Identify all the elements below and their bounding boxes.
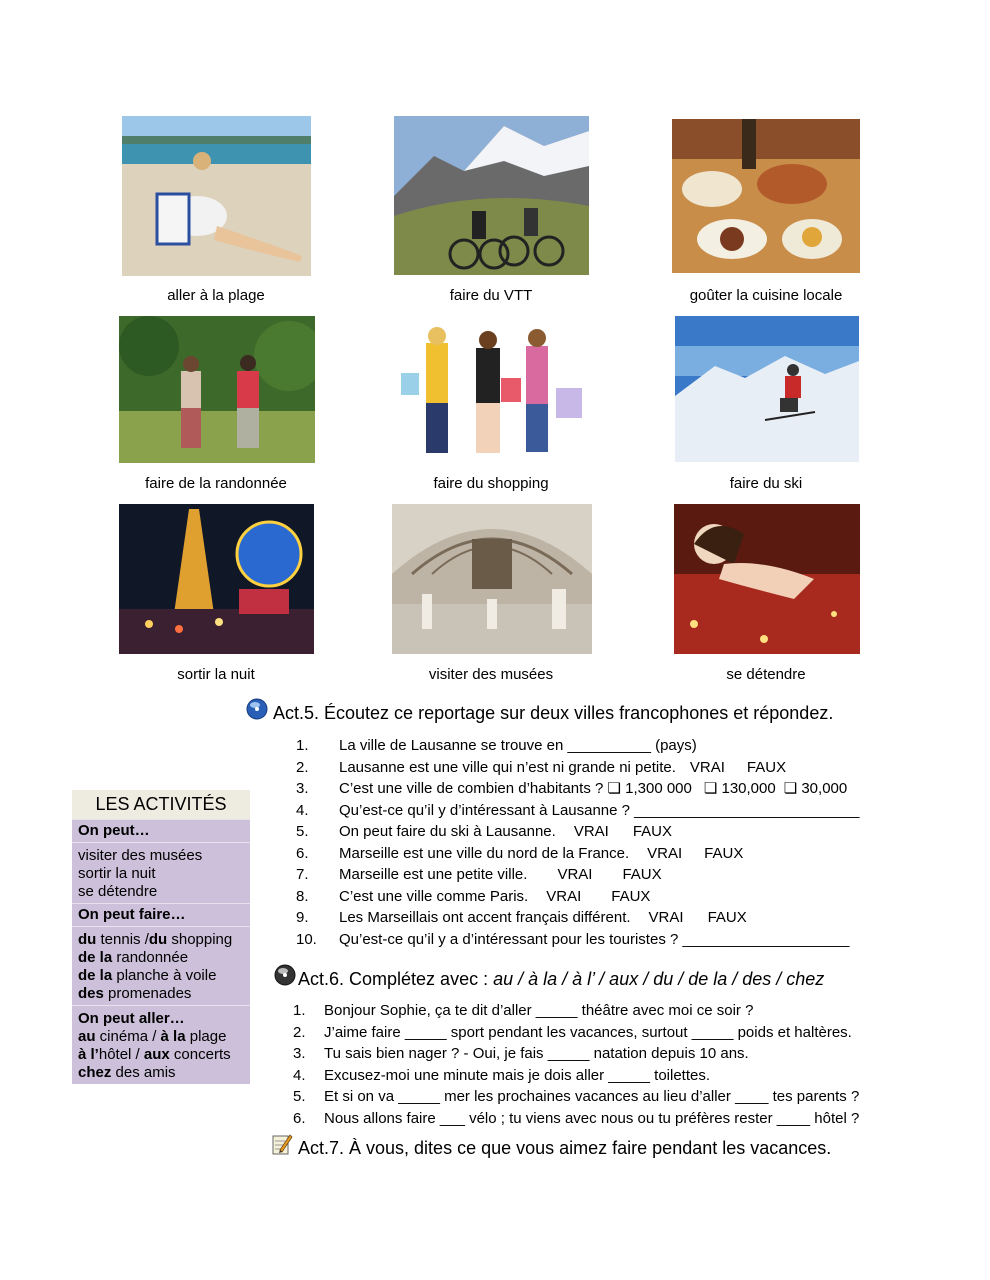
act5-question-list [296,735,916,950]
sidebar-item: de la planche à voile [78,967,217,984]
sidebar-item: sortir la nuit [78,865,156,882]
list-item: 1. Bonjour Sophie, ça te dit d’aller _____ théâtre avec moi ce soir ? [293,1002,754,1019]
ski-photo [675,316,859,462]
list-item: 2. Lausanne est une ville qui n’est ni grande ni petite. VRAI FAUX [296,758,787,776]
activity-caption-cuisine: goûter la cuisine locale [689,287,843,304]
activity-caption-mountain-bike: faire du VTT [449,287,533,304]
sidebar-item: du tennis /du shopping [78,931,233,948]
sidebar-group [72,842,250,903]
activity-caption-hiking: faire de la randonnée [145,475,287,492]
list-item: 4. Excusez-moi une minute mais je dois aller _____ toilettes. [293,1066,711,1084]
sidebar-heading: On peut… [72,819,250,842]
sidebar-item: chez des amis [78,1064,176,1081]
activity-caption-beach: aller à la plage [167,287,265,304]
act6-options: au / à la / à l’ / aux / du / de la / des / chez [493,969,825,989]
sidebar-item: des promenades [78,985,192,1002]
list-item: 3. Tu sais bien nager ? - Oui, je fais _____ natation depuis 10 ans. [293,1045,749,1062]
act6-title: Act.6. Complétez avec : au / à la / à l’ / aux / du / de la / des / chez [298,969,825,989]
relax-spa-photo [674,504,860,654]
checkbox-icon: ❏ [607,780,621,797]
sidebar-heading: On peut faire… [72,903,250,926]
list-item: 4. Qu’est-ce qu’il y d’intéressant à Lausanne ? ___________________________ [296,801,860,819]
activity-caption-nightlife: sortir la nuit [177,666,255,683]
museum-photo [392,504,592,654]
activity-caption-relax: se détendre [726,666,806,683]
speech-cd-icon [274,964,296,986]
activity-caption-ski: faire du ski [729,475,803,492]
sidebar-item: de la randonnée [78,949,189,966]
true-option: VRAI [689,758,725,776]
headphones-cd-icon [246,698,268,720]
list-item: 6. Marseille est une ville du nord de la France. VRAI FAUX [296,844,744,862]
sidebar-item: visiter des musées [78,847,203,864]
act6-question-list [293,1000,913,1129]
sidebar-heading: On peut aller… [78,1010,185,1027]
checkbox-icon: ❏ [783,780,798,797]
list-item: 7. Marseille est une petite ville. VRAI FAUX [296,866,662,883]
act5-title: Act.5. Écoutez ce reportage sur deux villes francophones et répondez. [273,703,834,723]
sidebar-item: au cinéma / à la plage [78,1028,227,1045]
hiking-photo [119,316,315,463]
list-item: 2. J’aime faire _____ sport pendant les vacances, surtout _____ poids et haltères. [293,1023,852,1041]
list-item: 8. C’est une ville comme Paris. VRAI FAUX [296,887,651,905]
activity-caption-shopping: faire du shopping [433,475,549,492]
list-item: 5. On peut faire du ski à Lausanne. VRAI FAUX [296,823,673,840]
mountain-bike-photo [394,116,589,275]
list-item: 9. Les Marseillais ont accent français différent. VRAI FAUX [296,909,747,926]
sidebar-item: à l’hôtel / aux concerts [78,1046,231,1063]
list-item: 5. Et si on va _____ mer les prochaines vacances au lieu d’aller ____ tes parents ? [293,1088,860,1105]
checkbox-icon: ❏ [703,780,718,797]
sidebar-title: LES ACTIVITÉS [72,790,250,819]
list-item: 3. C’est une ville de combien d’habitants ? ❏ 1,300 000 ❏ 130,000 ❏ 30,000 [296,780,848,797]
sidebar-item: se détendre [78,883,158,900]
pencil-notepad-icon [271,1132,293,1156]
act7-title: Act.7. À vous, dites ce que vous aimez faire pendant les vacances. [298,1138,832,1158]
sidebar-group [72,1005,250,1084]
sidebar-group [72,926,250,1005]
nightlife-photo [119,504,314,654]
false-option: FAUX [746,758,787,776]
activities-vocabulary-box [72,790,250,1084]
activity-caption-museum: visiter des musées [428,666,554,683]
shopping-photo [396,318,594,460]
list-item: 6. Nous allons faire ___ vélo ; tu viens avec nous ou tu préfères rester ____ hôtel ? [293,1109,860,1127]
local-cuisine-photo [672,119,860,273]
list-item: 1. La ville de Lausanne se trouve en __________ (pays) [296,737,697,754]
beach-photo [122,116,311,276]
list-item: 10. Qu’est-ce qu’il y a d’intéressant pour les touristes ? ____________________ [296,930,850,948]
